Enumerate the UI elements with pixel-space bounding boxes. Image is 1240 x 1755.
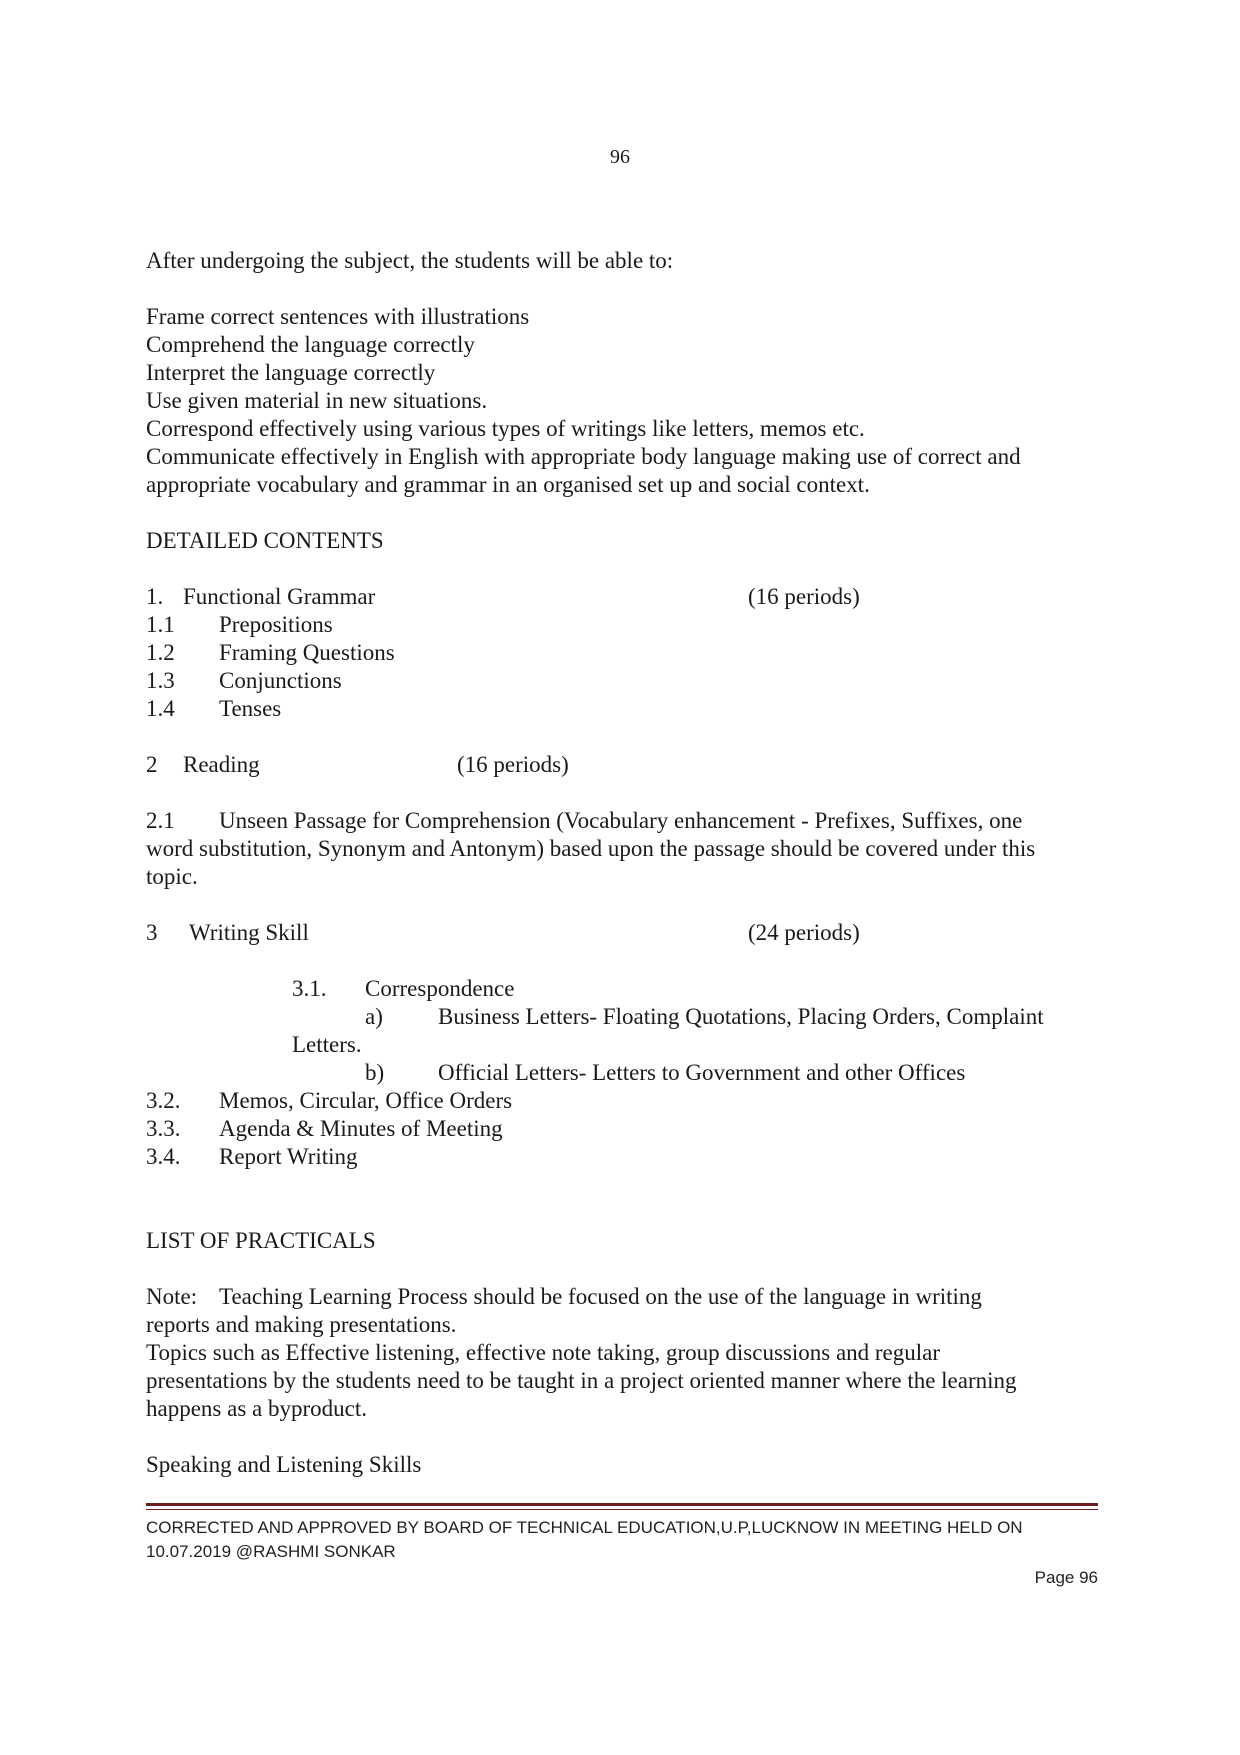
section1-number: 1. bbox=[146, 584, 164, 609]
item-text: Tenses bbox=[219, 696, 282, 721]
section1-periods: (16 periods) bbox=[748, 584, 860, 609]
outcome-item: Comprehend the language correctly bbox=[146, 332, 475, 357]
note-text: reports and making presentations. bbox=[146, 1312, 457, 1337]
item-number: 1.1 bbox=[146, 612, 175, 637]
outcome-item: Interpret the language correctly bbox=[146, 360, 436, 385]
note-text: Teaching Learning Process should be focused on the use of the language in writing bbox=[219, 1284, 982, 1309]
section3-periods: (24 periods) bbox=[748, 920, 860, 945]
item-number: 1.3 bbox=[146, 668, 175, 693]
item-number: 3.2. bbox=[146, 1088, 181, 1113]
outcome-item: Frame correct sentences with illustrations bbox=[146, 304, 530, 329]
item-text: Memos, Circular, Office Orders bbox=[219, 1088, 513, 1113]
item-text: Report Writing bbox=[219, 1144, 358, 1169]
footer-approval-line: CORRECTED AND APPROVED BY BOARD OF TECHNICAL EDUCATION,U.P,LUCKNOW IN MEETING HELD ON bbox=[146, 1518, 1023, 1537]
outcome-item: appropriate vocabulary and grammar in an organised set up and social context. bbox=[146, 472, 870, 497]
section3-number: 3 bbox=[146, 920, 158, 945]
outcome-item: Use given material in new situations. bbox=[146, 388, 488, 413]
item-text: topic. bbox=[146, 864, 198, 889]
note-label: Note: bbox=[146, 1284, 198, 1309]
section2-title: Reading bbox=[183, 752, 260, 777]
detailed-contents-heading: DETAILED CONTENTS bbox=[146, 528, 384, 553]
practicals-heading: LIST OF PRACTICALS bbox=[146, 1228, 376, 1253]
item-number: 3.3. bbox=[146, 1116, 181, 1141]
topics-text: happens as a byproduct. bbox=[146, 1396, 367, 1421]
item-number: 2.1 bbox=[146, 808, 175, 833]
speaking-listening-heading: Speaking and Listening Skills bbox=[146, 1452, 422, 1477]
footer-divider bbox=[146, 1503, 1098, 1506]
section2-periods: (16 periods) bbox=[457, 752, 569, 777]
subitem-text: Business Letters- Floating Quotations, Placing Orders, Complaint bbox=[438, 1004, 1044, 1029]
item-text: Framing Questions bbox=[219, 640, 395, 665]
topics-text: presentations by the students need to be taught in a project oriented manner where the learning bbox=[146, 1368, 1017, 1393]
intro-text: After undergoing the subject, the students will be able to: bbox=[146, 248, 674, 273]
outcome-item: Communicate effectively in English with appropriate body language making use of correct and bbox=[146, 444, 1021, 469]
topics-text: Topics such as Effective listening, effective note taking, group discussions and regular bbox=[146, 1340, 941, 1365]
subitem-label: b) bbox=[365, 1060, 385, 1085]
section3-title: Writing Skill bbox=[189, 920, 309, 945]
footer-divider-thin bbox=[146, 1509, 1098, 1510]
subitem-text-continued: Letters. bbox=[292, 1032, 362, 1057]
outcome-item: Correspond effectively using various types of writings like letters, memos etc. bbox=[146, 416, 865, 441]
item-number: 3.4. bbox=[146, 1144, 181, 1169]
footer-page-number: Page 96 bbox=[1034, 1568, 1098, 1587]
subitem-text: Official Letters- Letters to Government and other Offices bbox=[438, 1060, 966, 1085]
item-text: Agenda & Minutes of Meeting bbox=[219, 1116, 503, 1141]
subsection-title: Correspondence bbox=[365, 976, 515, 1001]
page-number: 96 bbox=[610, 146, 630, 168]
item-number: 1.4 bbox=[146, 696, 175, 721]
footer-date-author: 10.07.2019 @RASHMI SONKAR bbox=[146, 1542, 396, 1561]
item-text: Unseen Passage for Comprehension (Vocabulary enhancement - Prefixes, Suffixes, one bbox=[219, 808, 1023, 833]
item-text: Conjunctions bbox=[219, 668, 342, 693]
item-number: 1.2 bbox=[146, 640, 175, 665]
section1-title: Functional Grammar bbox=[183, 584, 376, 609]
subitem-label: a) bbox=[365, 1004, 383, 1029]
section2-number: 2 bbox=[146, 752, 158, 777]
subsection-number: 3.1. bbox=[292, 976, 327, 1001]
item-text: word substitution, Synonym and Antonym) based upon the passage should be covered under this bbox=[146, 836, 1036, 861]
item-text: Prepositions bbox=[219, 612, 333, 637]
